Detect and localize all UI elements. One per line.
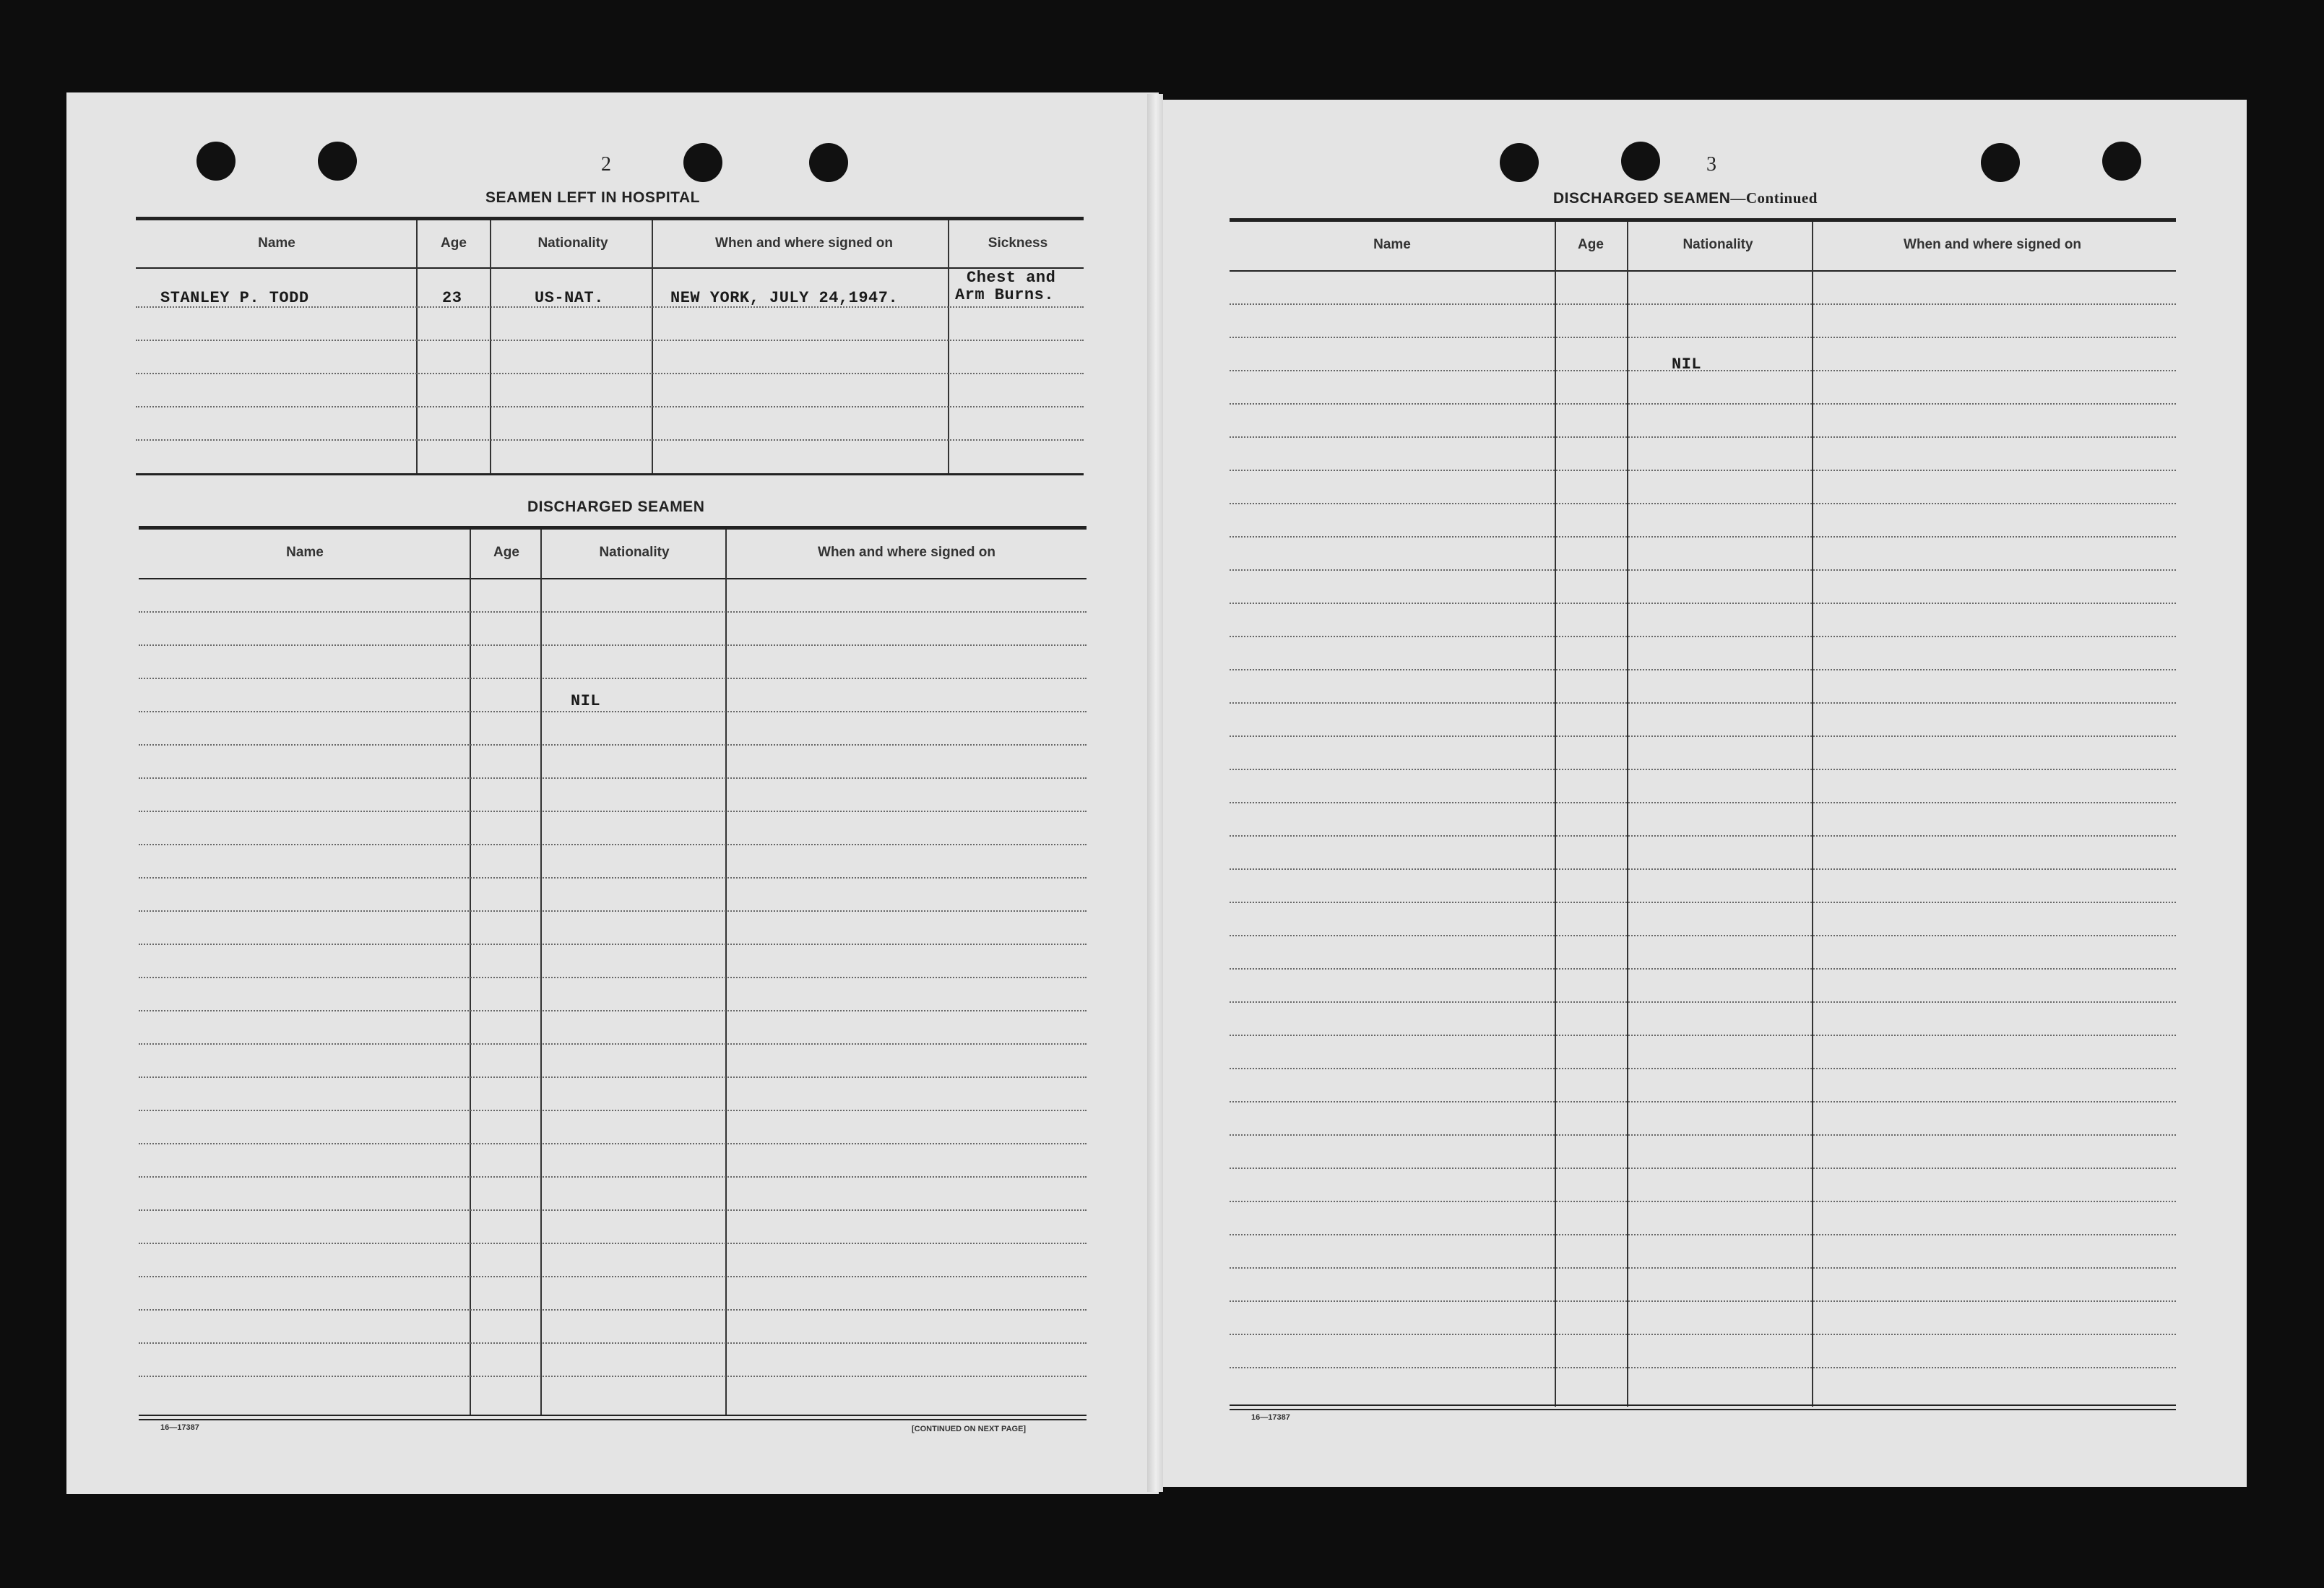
table-ruling-line	[139, 1376, 1087, 1377]
table-ruling-line	[139, 777, 1087, 779]
discharged-title-suffix: —Continued	[1730, 189, 1818, 207]
table-ruling-line	[1230, 769, 2176, 770]
discharged-bottom-rule	[139, 1419, 1087, 1420]
table-ruling-line	[139, 678, 1087, 679]
table-ruling-line	[1230, 702, 2176, 704]
column-divider	[470, 530, 471, 1416]
table-ruling-line	[139, 877, 1087, 879]
page-fold	[1147, 94, 1163, 1492]
hospital-header-rule	[136, 267, 1084, 269]
discharged-entry-nil: NIL	[571, 692, 601, 710]
table-ruling-line	[1230, 503, 2176, 504]
table-ruling-line	[136, 340, 1084, 341]
table-ruling-line	[1230, 935, 2176, 936]
discharged-entry-nil: NIL	[1672, 355, 1702, 374]
column-header-age: Age	[441, 236, 467, 251]
table-ruling-line	[1230, 603, 2176, 604]
hospital-row-age: 23	[442, 289, 462, 307]
punch-hole-icon	[809, 143, 848, 182]
punch-hole-icon	[196, 142, 236, 181]
table-ruling-line	[1230, 1300, 2176, 1302]
discharged-header-row	[139, 545, 1087, 561]
table-ruling-line	[1230, 669, 2176, 670]
punch-hole-icon	[2102, 142, 2141, 181]
column-divider	[540, 530, 542, 1416]
table-ruling-line	[139, 1010, 1087, 1011]
discharged-title-text: DISCHARGED SEAMEN	[1553, 190, 1731, 207]
table-ruling-line	[1230, 835, 2176, 837]
table-ruling-line	[1230, 1267, 2176, 1269]
table-ruling-line	[136, 406, 1084, 407]
table-ruling-line	[139, 811, 1087, 812]
right-bottom-rule	[1230, 1404, 2176, 1406]
column-header-age: Age	[1578, 237, 1604, 252]
punch-hole-icon	[318, 142, 357, 181]
table-ruling-line	[139, 711, 1087, 712]
table-ruling-line	[1230, 1101, 2176, 1102]
table-ruling-line	[1230, 802, 2176, 803]
table-ruling-line	[1230, 968, 2176, 970]
table-ruling-line	[139, 1342, 1087, 1344]
punch-hole-icon	[1621, 142, 1660, 181]
table-ruling-line	[1230, 1134, 2176, 1136]
right-header-row	[1230, 237, 2176, 253]
hospital-row-sickness-line1: Chest and	[967, 269, 1056, 287]
form-number: 16—17387	[160, 1423, 199, 1432]
table-ruling-line	[139, 644, 1087, 646]
column-divider	[1555, 222, 1556, 1407]
table-ruling-line	[139, 1110, 1087, 1111]
hospital-top-rule	[136, 217, 1084, 220]
column-divider	[652, 220, 653, 473]
hospital-row-signed-on: NEW YORK, JULY 24,1947.	[670, 289, 899, 307]
hospital-section-title: SEAMEN LEFT IN HOSPITAL	[485, 189, 700, 206]
column-divider	[948, 220, 949, 473]
column-header-sickness: Sickness	[988, 236, 1048, 251]
table-ruling-line	[1230, 569, 2176, 571]
table-ruling-line	[139, 1309, 1087, 1311]
page-number: 3	[1706, 153, 1716, 176]
table-ruling-line	[1230, 902, 2176, 903]
table-ruling-line	[1230, 1201, 2176, 1202]
table-ruling-line	[1230, 1367, 2176, 1368]
table-ruling-line	[139, 1043, 1087, 1045]
table-ruling-line	[139, 1276, 1087, 1277]
continued-note: [CONTINUED ON NEXT PAGE]	[912, 1425, 1027, 1433]
column-divider	[1812, 222, 1813, 1407]
table-ruling-line	[139, 1243, 1087, 1244]
column-header-name: Name	[286, 545, 324, 560]
table-ruling-line	[1230, 370, 2176, 371]
table-ruling-line	[139, 1143, 1087, 1144]
column-header-signed-on: When and where signed on	[715, 236, 893, 251]
page-number: 2	[601, 153, 611, 176]
right-bottom-rule	[1230, 1409, 2176, 1410]
table-ruling-line	[139, 844, 1087, 845]
table-ruling-line	[1230, 1168, 2176, 1169]
table-ruling-line	[1230, 403, 2176, 405]
table-ruling-line	[139, 744, 1087, 746]
column-divider	[1627, 222, 1628, 1407]
table-ruling-line	[139, 977, 1087, 978]
punch-hole-icon	[683, 143, 722, 182]
right-top-rule	[1230, 218, 2176, 222]
table-ruling-line	[139, 1176, 1087, 1178]
table-ruling-line	[1230, 436, 2176, 438]
punch-hole-icon	[1981, 143, 2020, 182]
column-header-nationality: Nationality	[537, 236, 608, 251]
hospital-row-name: STANLEY P. TODD	[160, 289, 309, 307]
column-header-age: Age	[493, 545, 519, 560]
table-ruling-line	[1230, 1035, 2176, 1036]
hospital-row-sickness-line2: Arm Burns.	[955, 286, 1055, 304]
column-header-nationality: Nationality	[1682, 237, 1753, 252]
column-header-signed-on: When and where signed on	[1904, 237, 2081, 252]
table-ruling-line	[136, 373, 1084, 374]
discharged-section-title: DISCHARGED SEAMEN	[527, 499, 705, 515]
discharged-continued-title	[1553, 189, 1818, 207]
table-ruling-line	[1230, 868, 2176, 870]
table-ruling-line	[1230, 337, 2176, 338]
table-ruling-line	[1230, 1001, 2176, 1003]
column-header-name: Name	[1373, 237, 1411, 252]
column-header-name: Name	[258, 236, 295, 251]
table-ruling-line	[139, 611, 1087, 613]
column-divider	[725, 530, 727, 1416]
table-ruling-line	[139, 1076, 1087, 1078]
table-ruling-line	[1230, 303, 2176, 305]
column-header-signed-on: When and where signed on	[818, 545, 995, 560]
table-ruling-line	[136, 306, 1084, 308]
table-ruling-line	[1230, 735, 2176, 737]
right-page	[1154, 100, 2247, 1487]
column-divider	[490, 220, 491, 473]
table-ruling-line	[1230, 1334, 2176, 1335]
right-header-rule	[1230, 270, 2176, 272]
table-ruling-line	[1230, 1234, 2176, 1235]
punch-hole-icon	[1500, 143, 1539, 182]
table-ruling-line	[139, 1209, 1087, 1211]
table-ruling-line	[1230, 1068, 2176, 1069]
hospital-row-nationality: US-NAT.	[535, 289, 604, 307]
hospital-bottom-rule	[136, 473, 1084, 475]
table-ruling-line	[1230, 536, 2176, 538]
table-ruling-line	[1230, 636, 2176, 637]
discharged-header-rule	[139, 578, 1087, 579]
table-ruling-line	[136, 439, 1084, 441]
discharged-top-rule	[139, 526, 1087, 530]
column-header-nationality: Nationality	[599, 545, 670, 560]
table-ruling-line	[139, 910, 1087, 912]
column-divider	[416, 220, 418, 473]
form-number: 16—17387	[1251, 1413, 1290, 1422]
discharged-bottom-rule	[139, 1415, 1087, 1416]
table-ruling-line	[1230, 470, 2176, 471]
table-ruling-line	[139, 944, 1087, 945]
hospital-header-row	[136, 236, 1084, 251]
